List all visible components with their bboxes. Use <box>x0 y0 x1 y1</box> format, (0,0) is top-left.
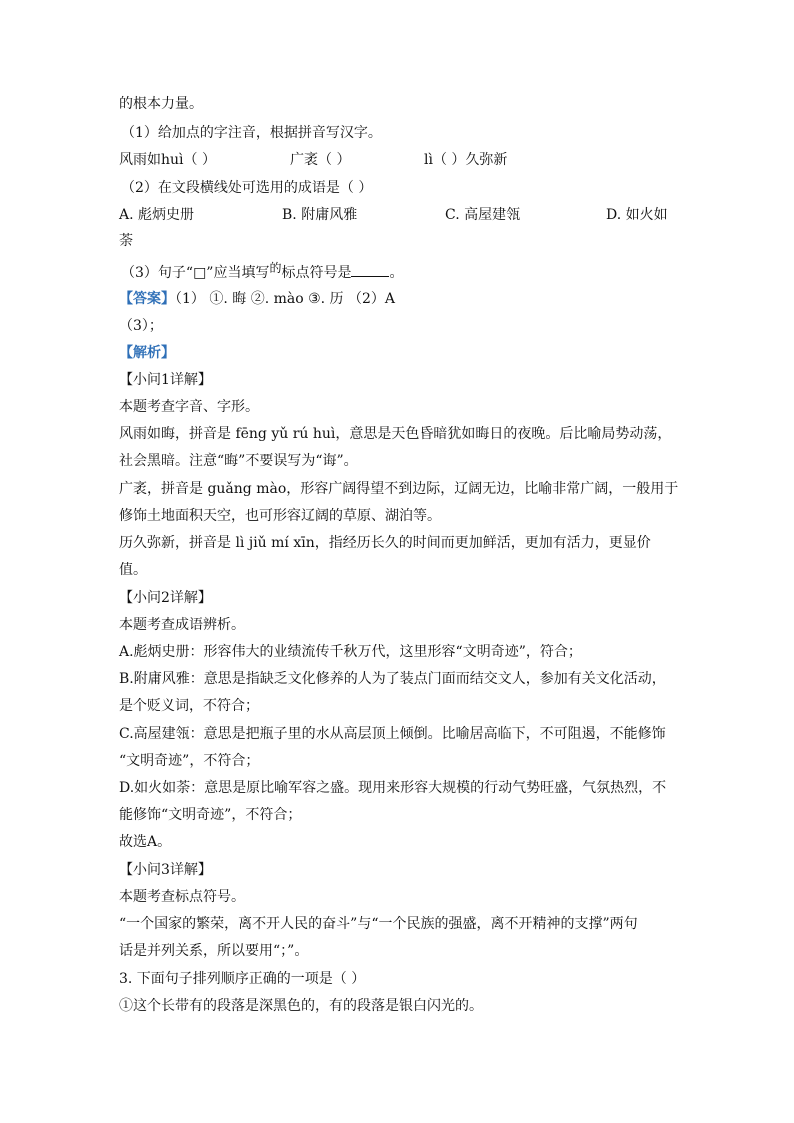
question-3-text: （3）句子“□”应当填写 <box>121 265 270 281</box>
text-line: A.彪炳史册：形容伟大的业绩流传千秋万代，这里形容“文明奇迹”，符合； <box>119 644 582 660</box>
text-line: 的根本力量。 <box>119 96 203 112</box>
text-line: 故选A。 <box>119 834 172 850</box>
question-1-prompt: （1）给加点的字注音，根据拼音写汉字。 <box>121 125 382 141</box>
sub-question-2-heading: 【小问2详解】 <box>119 590 212 606</box>
question-3-end: 。 <box>389 265 404 281</box>
text-line: “文明奇迹”，不符合； <box>119 753 260 769</box>
question-3-heading: 3. 下面句子排列顺序正确的一项是（ ） <box>119 971 366 987</box>
text-line: 广袤，拼音是 guǎng mào，形容广阔得望不到边际，辽阔无边，比喻非常广阔，一般用于 <box>119 481 679 497</box>
answer-text: （1） ①. 晦 ②. mào ③. 历 （2）A <box>175 291 396 307</box>
answer-line-2: （3）； <box>119 318 163 334</box>
answer-line <box>119 290 395 308</box>
question-3-prompt <box>121 261 404 282</box>
text-line: 能修饰“文明奇迹”，不符合； <box>119 807 302 823</box>
text-line: 风雨如晦，拼音是 fēng yǔ rú huì，意思是天色昏暗犹如晦日的夜晚。后比喻局势动荡， <box>119 426 672 442</box>
text-line: ①这个长带有的段落是深黑色的，有的段落是银白闪光的。 <box>119 998 483 1014</box>
option-c: C. 高屋建瓴 <box>445 207 521 223</box>
text-line: 是个贬义词，不符合； <box>119 698 259 714</box>
option-d-continued: 荼 <box>119 233 133 249</box>
option-b: B. 附庸风雅 <box>282 207 358 223</box>
text-line: 社会黑暗。注意“晦”不要误写为“诲”。 <box>119 453 358 469</box>
sub-question-1-heading: 【小问1详解】 <box>119 372 212 388</box>
analysis-label: 【解析】 <box>119 345 175 361</box>
text-line: “一个国家的繁荣，离不开人民的奋斗”与“一个民族的强盛，离不开精神的支撑”两句 <box>119 916 638 932</box>
answer-label: 【答案】 <box>119 291 175 307</box>
question-3-superscript: 的 <box>269 261 282 275</box>
text-line: 历久弥新，拼音是 lì jiǔ mí xīn，指经历长久的时间而更加鲜活，更加有活力，更显价 <box>119 535 651 551</box>
text-line: 值。 <box>119 562 147 578</box>
answer-blank <box>351 264 389 277</box>
text-line: C.高屋建瓴：意思是把瓶子里的水从高层顶上倾倒。比喻居高临下，不可阻遏，不能修饰 <box>119 726 666 742</box>
text-line: D.如火如荼：意思是原比喻军容之盛。现用来形容大规模的行动气势旺盛，气氛热烈，不 <box>119 780 667 796</box>
text-line: 本题考查标点符号。 <box>119 889 245 905</box>
option-a: A. 彪炳史册 <box>119 207 195 223</box>
question-3-text-2: 标点符号是 <box>281 265 352 281</box>
pinyin-item-li: lì（ ）久弥新 <box>424 152 508 168</box>
pinyin-item-hui: 风雨如huì（ ） <box>119 152 216 168</box>
text-line: 本题考查字音、字形。 <box>119 399 259 415</box>
text-line: B.附庸风雅：意思是指缺乏文化修养的人为了装点门面而结交文人，参加有关文化活动， <box>119 671 666 687</box>
question-2-prompt: （2）在文段横线处可选用的成语是（ ） <box>121 180 373 196</box>
text-line: 话是并列关系，所以要用“；”。 <box>119 943 309 959</box>
pinyin-item-guangmao: 广袤（ ） <box>290 152 351 168</box>
option-d: D. 如火如 <box>606 207 668 223</box>
text-line: 修饰土地面积天空，也可形容辽阔的草原、湖泊等。 <box>119 508 441 524</box>
sub-question-3-heading: 【小问3详解】 <box>119 862 212 878</box>
text-line: 本题考查成语辨析。 <box>119 617 245 633</box>
